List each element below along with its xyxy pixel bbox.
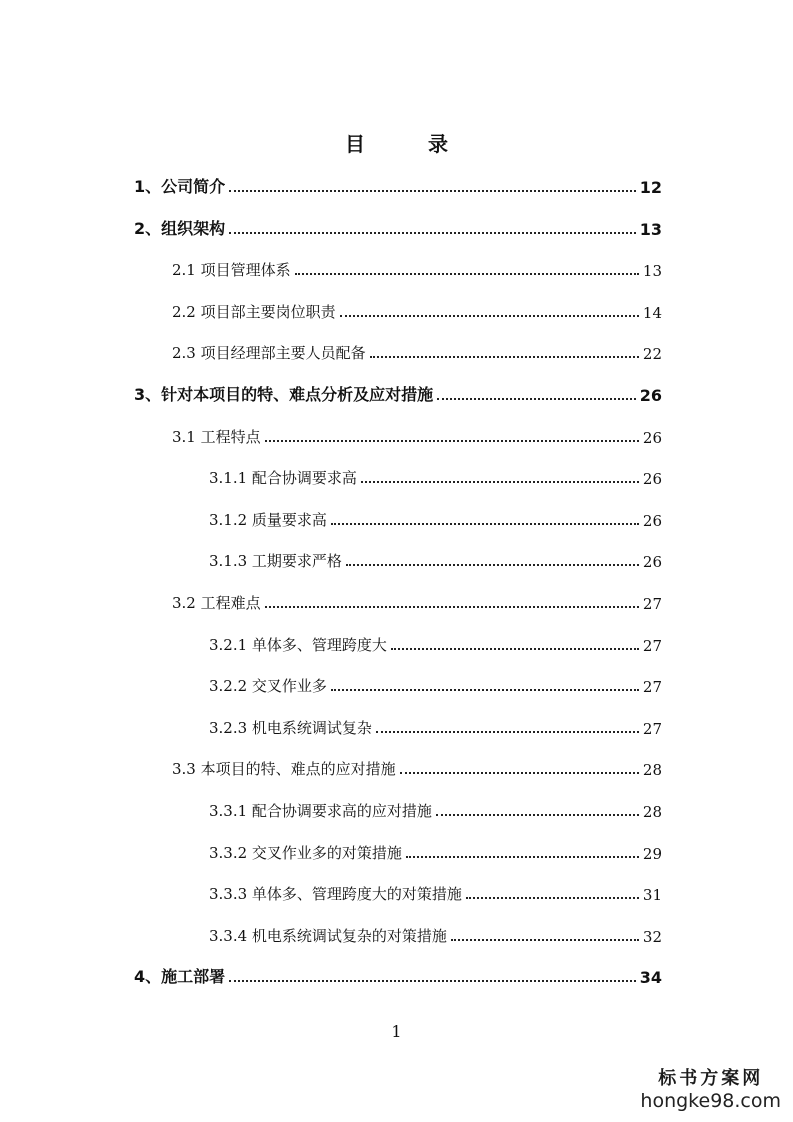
- toc-entry[interactable]: [209, 706, 662, 738]
- toc-entry[interactable]: [134, 165, 662, 197]
- toc-leader-dots: [331, 689, 639, 691]
- toc-entry-label: 2、组织架构: [134, 218, 226, 238]
- toc-entry-page: 13: [639, 219, 662, 239]
- toc-entry[interactable]: [209, 664, 662, 696]
- toc-entry-label: 4、施工部署: [134, 967, 226, 987]
- toc-entry-label: 3.2 工程难点: [172, 594, 261, 612]
- toc-title: 目 录: [345, 132, 476, 156]
- toc-entry-label: 3.1.2 质量要求高: [209, 510, 327, 529]
- toc-leader-dots: [331, 523, 639, 525]
- toc-entry-page: 27: [642, 719, 662, 738]
- toc-entry-page: 27: [642, 636, 662, 655]
- toc-entry[interactable]: [209, 623, 662, 655]
- toc-leader-dots: [376, 731, 639, 733]
- toc-leader-dots: [466, 897, 639, 899]
- toc-entry-page: 28: [642, 761, 662, 780]
- toc-entry-label: 3.3.3 单体多、管理跨度大的对策措施: [209, 885, 462, 904]
- toc-entry-label: 3.3.2 交叉作业多的对策措施: [209, 843, 402, 862]
- toc-entry[interactable]: [209, 914, 662, 946]
- toc-entry[interactable]: [209, 456, 662, 488]
- toc-entry-label: 1、公司简介: [134, 177, 226, 196]
- toc-entry-label: 3.1 工程特点: [172, 427, 261, 446]
- toc-entry-label: 3.3.4 机电系统调试复杂的对策措施: [209, 926, 447, 945]
- toc-leader-dots: [229, 980, 636, 982]
- toc-entry[interactable]: [134, 373, 662, 405]
- toc-leader-dots: [436, 814, 639, 816]
- toc-entry-label: 3.3 本项目的特、难点的应对措施: [172, 760, 396, 779]
- toc-leader-dots: [295, 273, 639, 275]
- toc-entry[interactable]: [209, 539, 662, 571]
- toc-entry-label: 2.1 项目管理体系: [172, 261, 291, 280]
- toc-entry-page: 26: [642, 428, 662, 447]
- toc-entry-label: 3.2.3 机电系统调试复杂: [209, 718, 372, 737]
- toc-entry-page: 26: [642, 553, 662, 572]
- toc-leader-dots: [229, 232, 636, 234]
- toc-leader-dots: [451, 939, 639, 941]
- watermark-name: 标书方案网: [658, 1068, 764, 1089]
- toc-entry[interactable]: [209, 872, 662, 904]
- toc-entry[interactable]: [172, 415, 662, 447]
- toc-entry-label: 3.2.1 单体多、管理跨度大: [209, 635, 387, 654]
- toc-entry[interactable]: [134, 207, 662, 239]
- toc-entry[interactable]: [209, 789, 662, 821]
- toc-entry-page: 26: [642, 470, 662, 489]
- toc-entry-label: 2.2 项目部主要岗位职责: [172, 302, 336, 321]
- toc-entry-page: 12: [639, 178, 662, 197]
- watermark-url: hongke98.com: [640, 1090, 781, 1112]
- toc-leader-dots: [340, 315, 639, 317]
- toc-entry[interactable]: [172, 248, 662, 280]
- toc-entry-page: 28: [642, 803, 662, 821]
- toc-entry[interactable]: [172, 581, 662, 613]
- toc-entry-page: 14: [642, 303, 662, 322]
- toc-entry-page: 13: [642, 262, 662, 281]
- toc-entry[interactable]: [172, 290, 662, 322]
- watermark-logo: [640, 1064, 781, 1112]
- toc-entry-page: 32: [642, 927, 662, 946]
- toc-leader-dots: [346, 564, 639, 566]
- toc-entry-label: 3.1.3 工期要求严格: [209, 552, 342, 571]
- toc-entry[interactable]: [209, 831, 662, 863]
- toc-leader-dots: [265, 606, 639, 608]
- toc-entry-label: 3.1.1 配合协调要求高: [209, 469, 357, 488]
- toc-entry-label: 3、针对本项目的特、难点分析及应对措施: [134, 385, 434, 404]
- toc-entry-page: 22: [642, 345, 662, 364]
- toc-entry[interactable]: [209, 498, 662, 530]
- page-number: 1: [391, 1022, 402, 1041]
- toc-entry-label: 3.3.1 配合协调要求高的应对措施: [209, 802, 432, 820]
- toc-entry[interactable]: [172, 747, 662, 779]
- toc-entry-page: 26: [642, 511, 662, 530]
- toc-leader-dots: [361, 481, 639, 483]
- toc-entry-page: 27: [642, 595, 662, 613]
- toc-entry-label: 3.2.2 交叉作业多: [209, 677, 327, 696]
- toc-leader-dots: [406, 856, 639, 858]
- toc-entry[interactable]: [172, 331, 662, 363]
- toc-entry[interactable]: [134, 955, 662, 987]
- toc-leader-dots: [229, 190, 636, 192]
- toc-entry-page: 29: [642, 844, 662, 863]
- toc-leader-dots: [391, 648, 639, 650]
- toc-entry-page: 27: [642, 678, 662, 697]
- toc-leader-dots: [437, 398, 636, 400]
- toc-entry-label: 2.3 项目经理部主要人员配备: [172, 344, 366, 363]
- toc-leader-dots: [265, 440, 639, 442]
- toc-leader-dots: [370, 356, 639, 358]
- toc-entry-page: 34: [639, 968, 662, 988]
- toc-entry-page: 26: [639, 386, 662, 405]
- toc-leader-dots: [400, 772, 639, 774]
- toc-entry-page: 31: [642, 886, 662, 905]
